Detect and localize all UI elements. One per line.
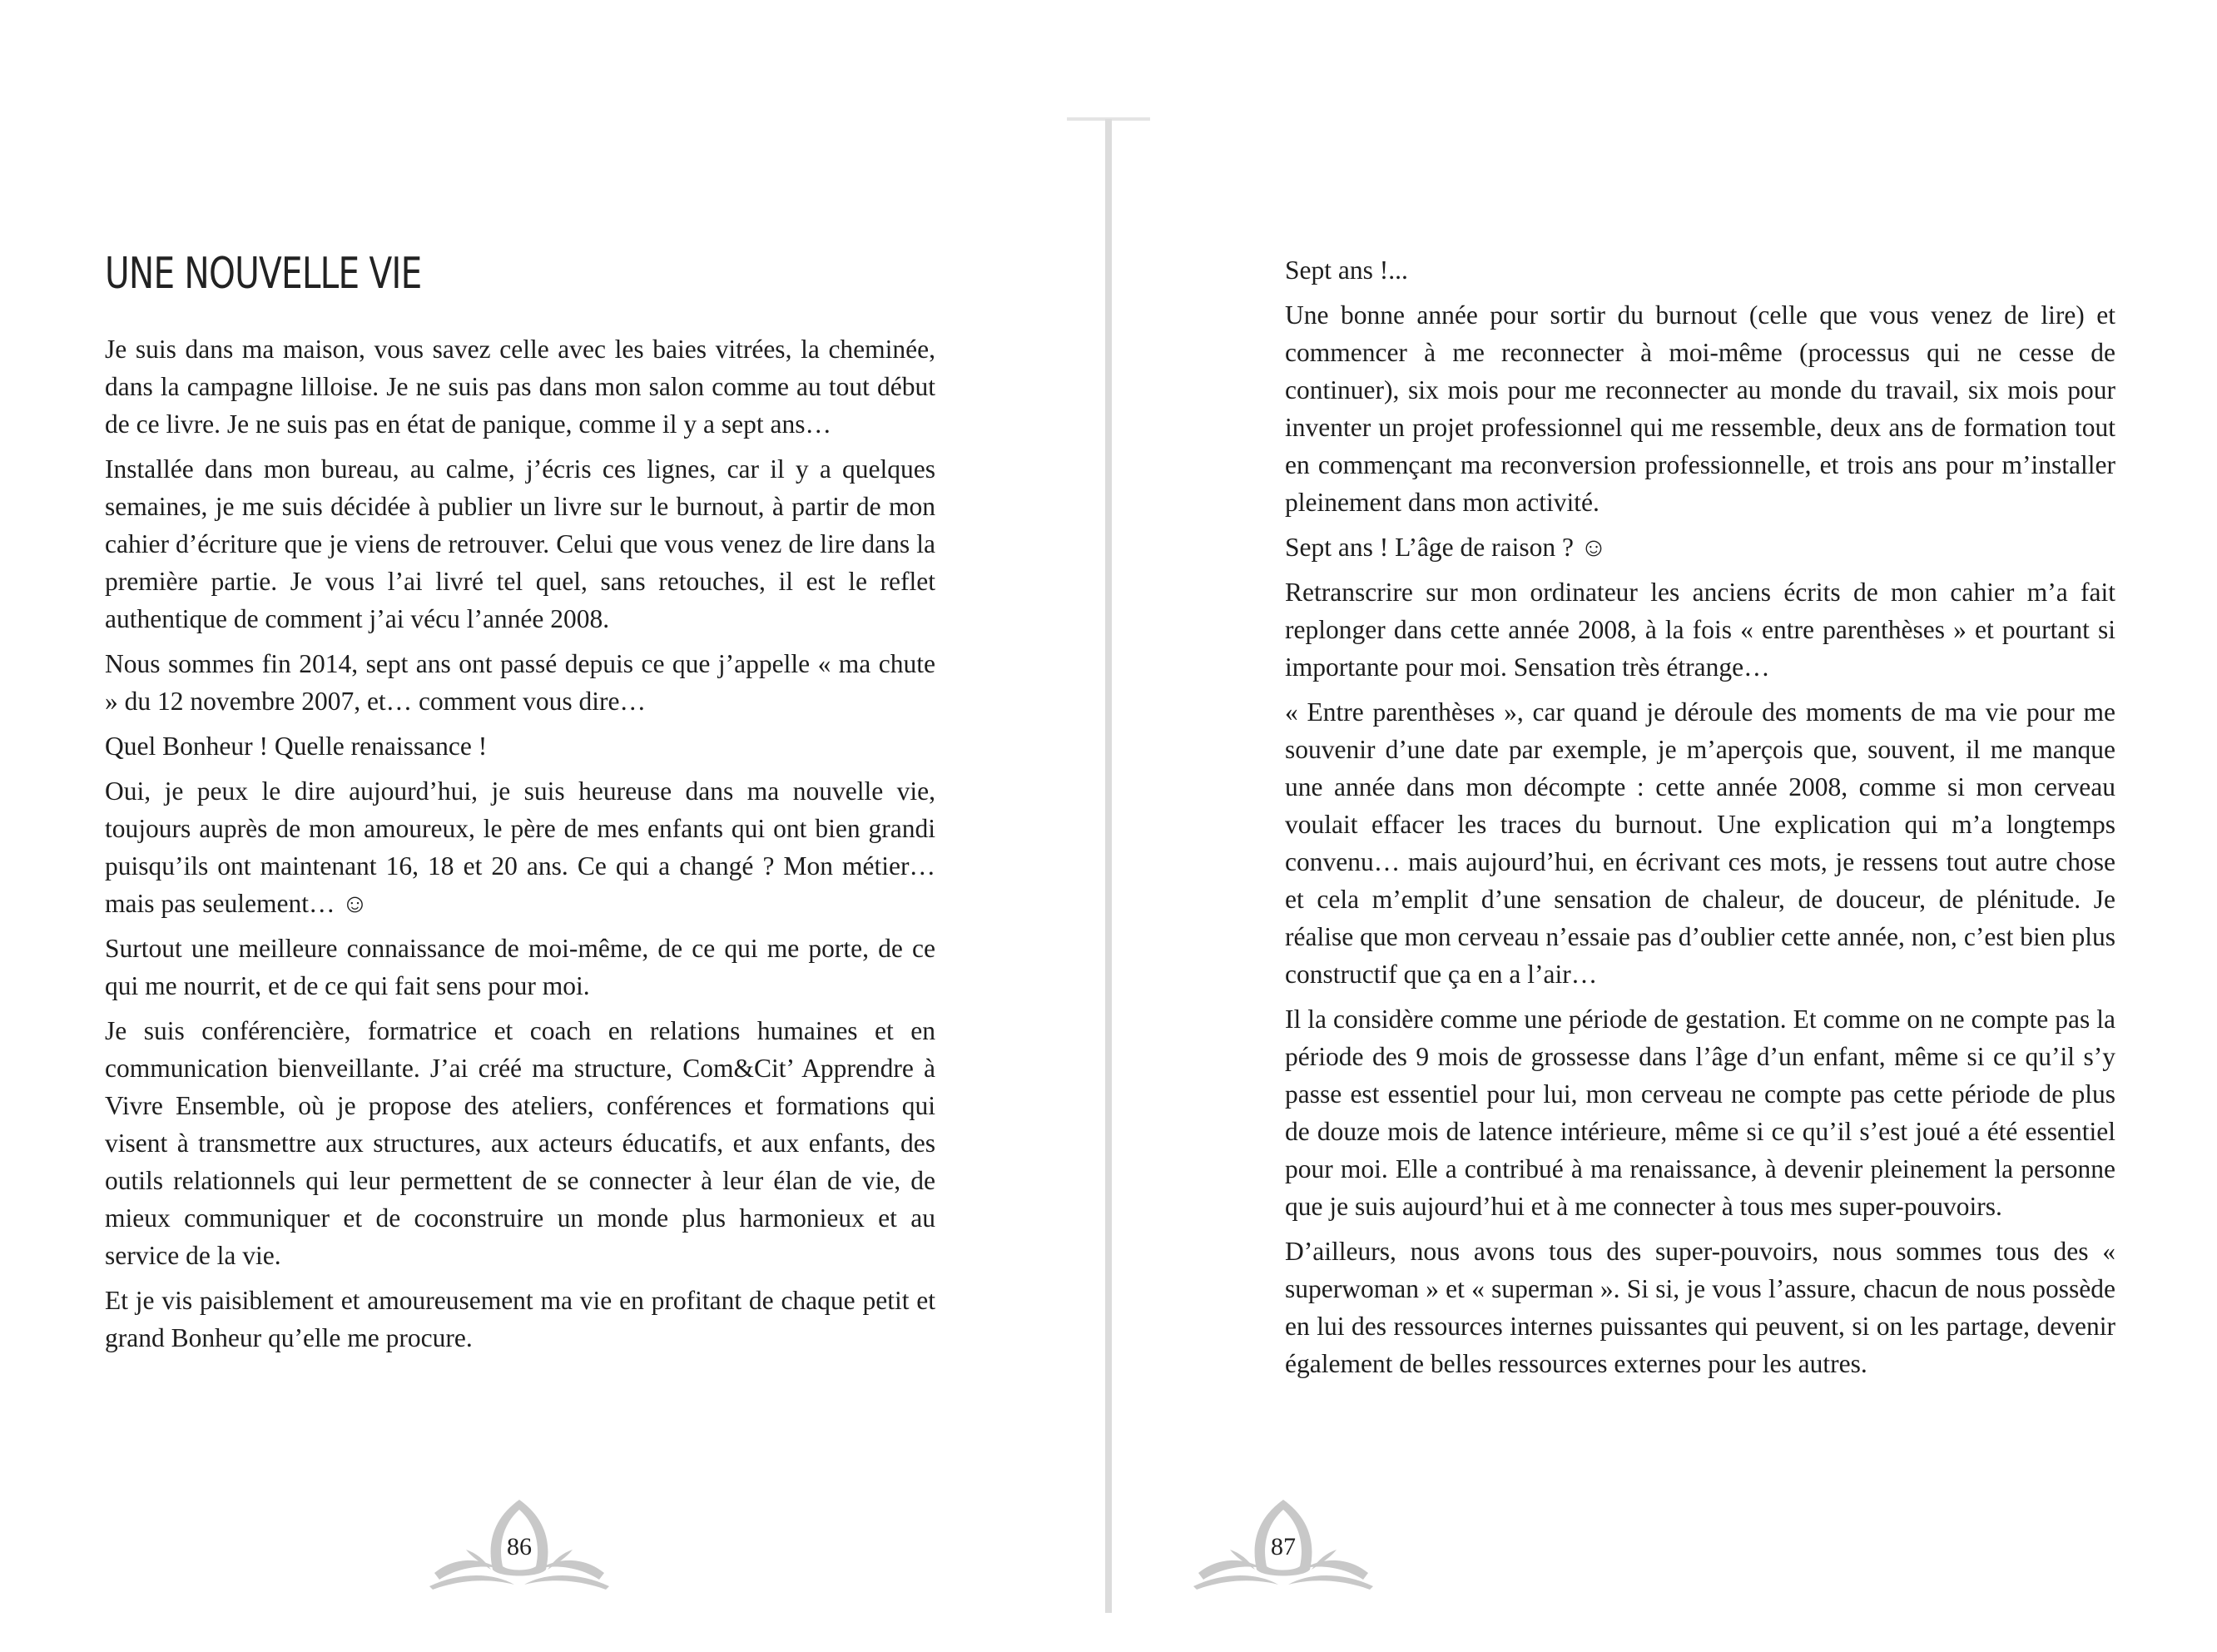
paragraph: Installée dans mon bureau, au calme, j’écris ces lignes, car il y a quelques semaines, je me suis décidée à publier un livre sur le burnout, à partir de mon cahier d’écriture que je viens de retrouver. Celui que vous venez de lire dans la première partie. Je vous l’ai livré tel quel, sans retouches, il est le reflet authentique de comment j’ai vécu l’année 2008. — [105, 454, 935, 633]
chapter-title: UNE NOUVELLE VIE — [105, 249, 422, 299]
paragraph: Une bonne année pour sortir du burnout (celle que vous venez de lire) et commencer à me reconnecter à moi-même (processus qui ne cesse de continuer), six mois pour me reconnecter au monde du travail, six mois pour inventer un projet professionnel qui me ressemble, deux ans de formation tout en commençant ma reconversion professionnelle, et trois ans pour m’installer pleinement dans mon activité. — [1285, 300, 2115, 517]
paragraph: Quel Bonheur ! Quelle renaissance ! — [105, 732, 488, 761]
page-number-ornament-left — [428, 1498, 611, 1590]
page-number: 86 — [507, 1533, 532, 1560]
left-page — [0, 0, 1107, 1652]
paragraph: Il la considère comme une période de gestation. Et comme on ne compte pas la période des 9 mois de grossesse dans l’âge d’un enfant, même si ce qu’il s’y passe est essentiel pour lui, mon cerveau ne compte pas cette période de plus de douze mois de latence intérieure, même si ce qu’il s’est joué a été essentiel pour moi. Elle a contribué à ma renaissance, à devenir pleinement la personne que je suis aujourd’hui et à me connecter à tous mes super-pouvoirs. — [1285, 1005, 2115, 1221]
paragraph: Je suis dans ma maison, vous savez celle avec les baies vitrées, la cheminée, dans la campagne lilloise. Je ne suis pas dans mon salon comme au tout début de ce livre. Je ne suis pas en état de panique, comme il y a sept ans… — [105, 335, 935, 439]
paragraph: Nous sommes fin 2014, sept ans ont passé depuis ce que j’appelle « ma chute » du 12 novembre 2007, et… comment vous dire… — [105, 649, 935, 716]
paragraph: D’ailleurs, nous avons tous des super-pouvoirs, nous sommes tous des « superwoman » et « superman ». Si si, je vous l’assure, chacun de nous possède en lui des ressources internes puissantes qui peuvent, si on les partage, devenir également de belles ressources externes pour les autres. — [1285, 1237, 2115, 1378]
paragraph: Surtout une meilleure connaissance de moi-même, de ce qui me porte, de ce qui me nourrit, et de ce qui fait sens pour moi. — [105, 934, 935, 1000]
paragraph: Sept ans !... — [1285, 255, 1408, 285]
paragraph: « Entre parenthèses », car quand je déroule des moments de ma vie pour me souvenir d’une date par exemple, je m’aperçois que, souvent, il me manque une année dans mon décompte : cette année 2008, comme si mon cerveau voulait effacer les traces du burnout. Une explication qui m’a longtemps convenu… mais aujourd’hui, en écrivant ces mots, je ressens tout autre chose et cela m’emplit d’une sensation de chaleur, de douceur, de plénitude. Je réalise que mon cerveau n’essaie pas d’oublier cette année, non, c’est bien plus constructif que ça en a l’air… — [1285, 697, 2115, 989]
paragraph: Retranscrire sur mon ordinateur les anciens écrits de mon cahier m’a fait replonger dans cette année 2008, à la fois « entre parenthèses » et pourtant si importante pour moi. Sensation très étrange… — [1285, 578, 2115, 682]
page-number-ornament-right — [1192, 1498, 1375, 1590]
paragraph: Sept ans ! L’âge de raison ? ☺ — [1285, 533, 1608, 562]
paragraph: Oui, je peux le dire aujourd’hui, je suis heureuse dans ma nouvelle vie, toujours auprès de mon amoureux, le père de mes enfants qui ont bien grandi puisqu’ils ont maintenant 16, 18 et 20 ans. Ce qui a changé ? Mon métier… mais pas seulement… ☺ — [105, 776, 935, 918]
right-page-body — [1285, 251, 2115, 1390]
page-number: 87 — [1271, 1533, 1296, 1560]
paragraph: Et je vis paisiblement et amoureusement ma vie en profitant de chaque petit et grand Bonheur qu’elle me procure. — [105, 1286, 935, 1352]
right-page — [1112, 0, 2217, 1652]
paragraph: Je suis conférencière, formatrice et coach en relations humaines et en communication bienveillante. J’ai créé ma structure, Com&Cit’ Apprendre à Vivre Ensemble, où je propose des ateliers, conférences et formations qui visent à transmettre aux structures, aux acteurs éducatifs, et aux enfants, des outils relationnels qui leur permettent de se connecter à leur élan de vie, de mieux communiquer et de coconstruire un monde plus harmonieux et au service de la vie. — [105, 1016, 935, 1270]
left-page-body — [105, 330, 935, 1364]
